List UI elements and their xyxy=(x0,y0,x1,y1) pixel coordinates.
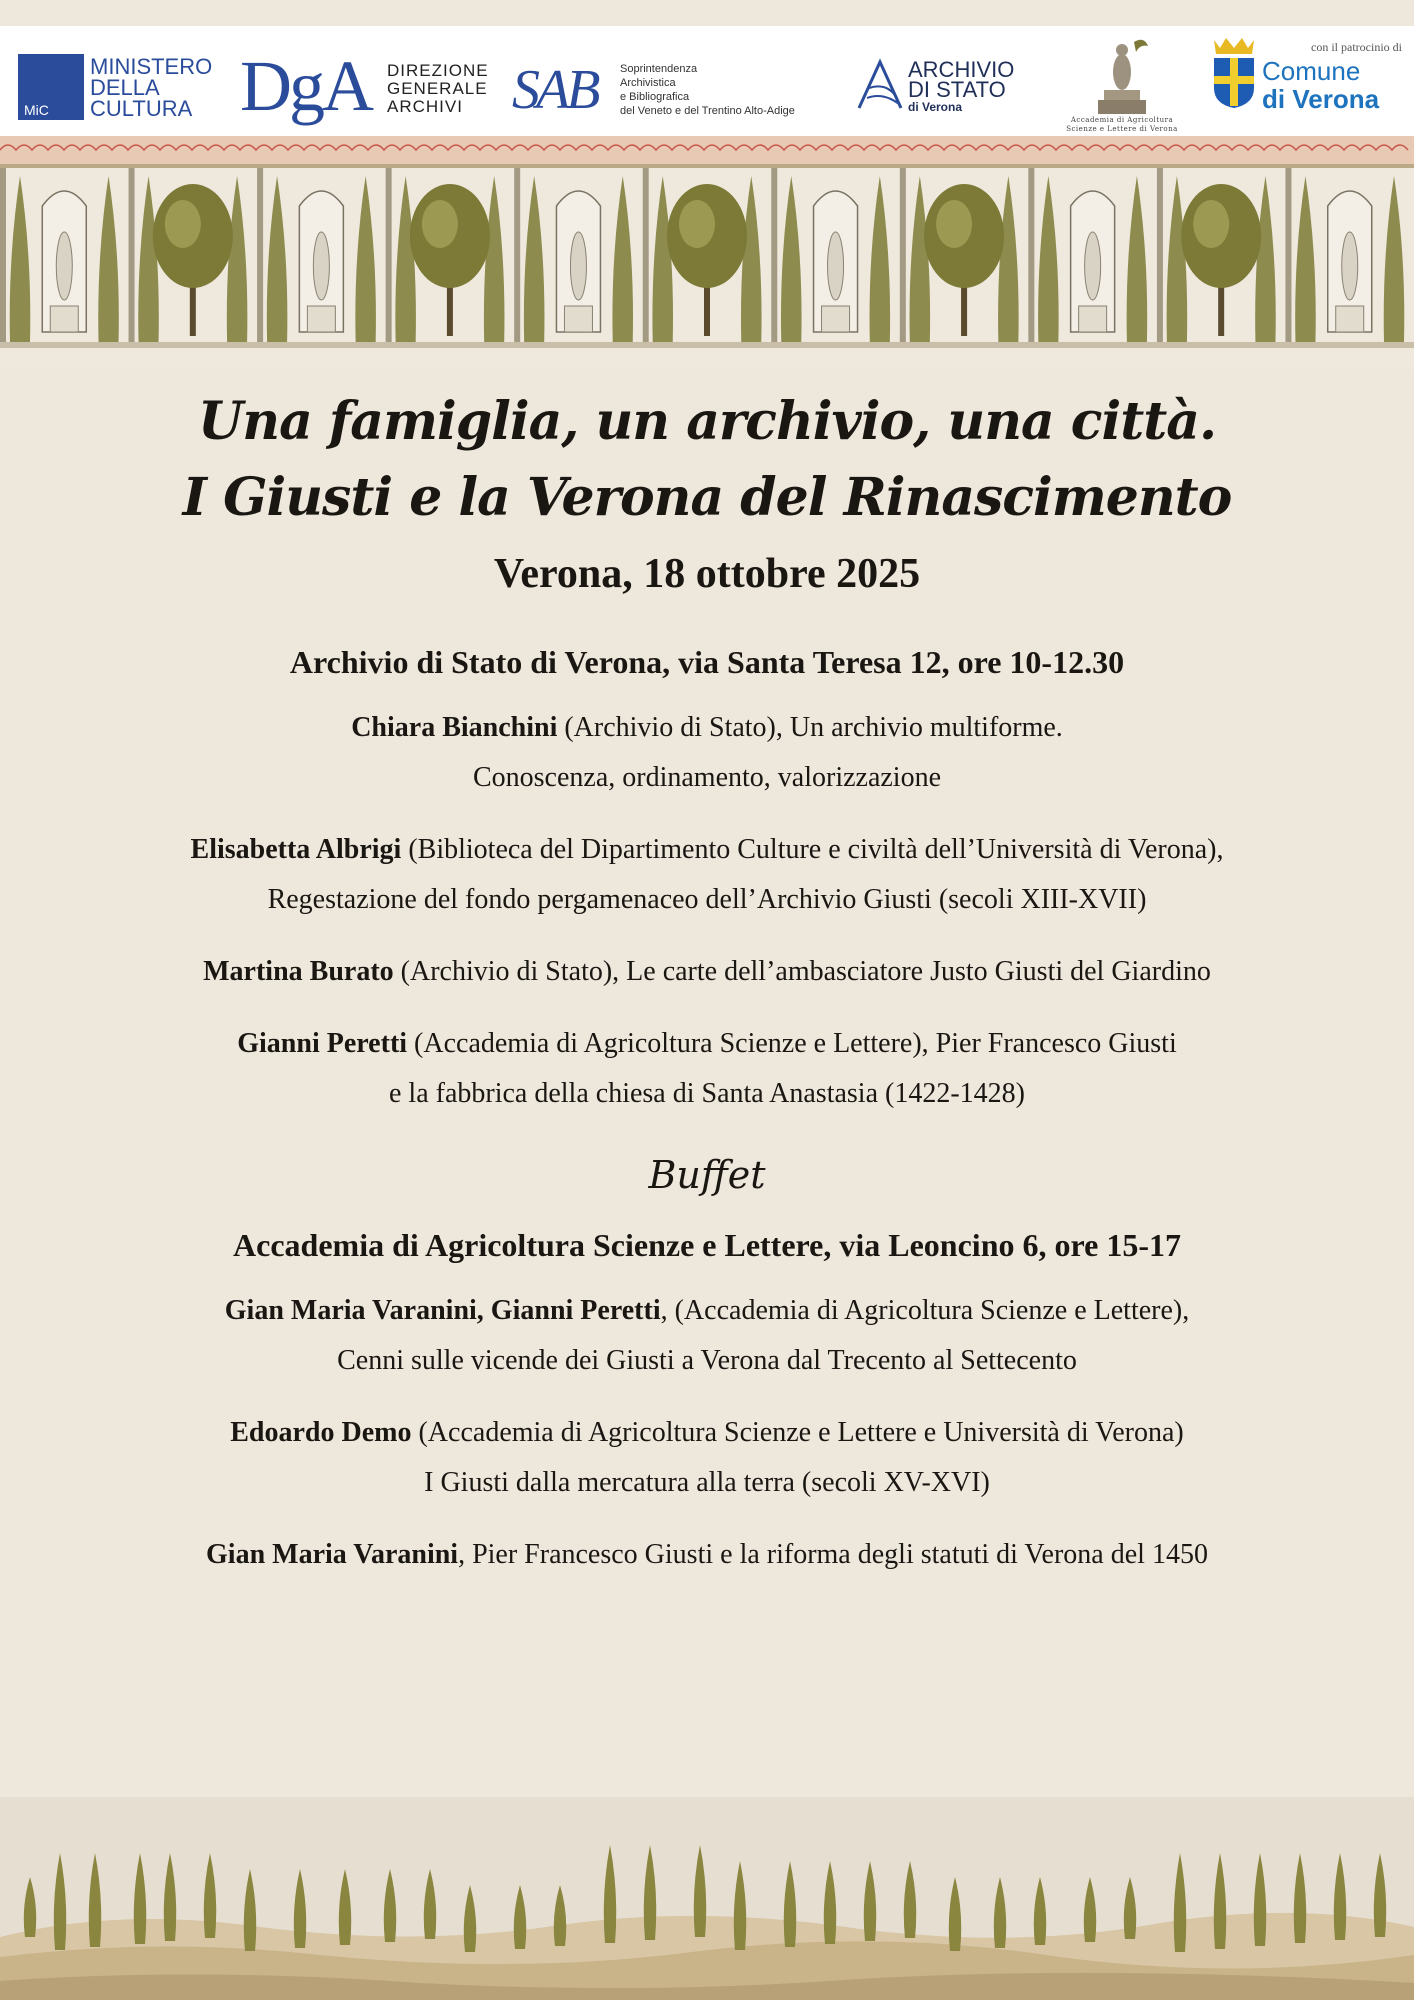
event-title-line1: Una famiglia, un archivio, una città. xyxy=(197,391,1217,452)
archivio-stato-wordmark: ARCHIVIO DI STATO di Verona xyxy=(908,57,1015,114)
afternoon-talk: Gian Maria Varanini, Pier Francesco Giusti e la riforma degli statuti di Verona del 1450 xyxy=(206,1539,1208,1570)
speaker-name: Gianni Peretti xyxy=(237,1028,408,1059)
afternoon-talk: Edoardo Demo (Accademia di Agricoltura Scienze e Lettere e Università di Verona) I Giusti dalla mercatura alla terra (secoli XV-XVI) xyxy=(230,1417,1184,1498)
mic-abbr: MiC xyxy=(24,102,49,118)
garden-illustration-banner xyxy=(0,136,1414,370)
mic-wordmark: MINISTERO DELLA CULTURA xyxy=(90,54,213,121)
morning-talk: Gianni Peretti (Accademia di Agricoltura Scienze e Lettere), Pier Francesco Giusti e la fabbrica della chiesa di Santa Anastasia (1422-1428) xyxy=(237,1028,1177,1109)
dga-logo[interactable]: DgA xyxy=(240,46,371,126)
event-date: Verona, 18 ottobre 2025 xyxy=(493,551,921,597)
morning-talk: Chiara Bianchini (Archivio di Stato), Un archivio multiforme. Conoscenza, ordinamento, valorizzazione xyxy=(351,712,1063,793)
morning-talk: Martina Burato (Archivio di Stato), Le carte dell’ambasciatore Justo Giusti del Giardino xyxy=(203,956,1211,987)
morning-talk: Elisabetta Albrigi (Biblioteca del Dipartimento Culture e civiltà dell’Università di Verona), Regestazione del fondo pergamenaceo dell’Archivio Giusti (secoli XIII-XVII) xyxy=(190,834,1224,915)
sab-wordmark: Soprintendenza Archivistica e Bibliografica del Veneto e del Trentino Alto-Adige xyxy=(620,63,795,117)
speaker-name: Chiara Bianchini xyxy=(351,712,558,743)
speaker-name: Martina Burato xyxy=(203,956,394,987)
speaker-name: Edoardo Demo xyxy=(230,1417,412,1448)
dga-wordmark: DIREZIONE GENERALE ARCHIVI xyxy=(387,61,489,116)
afternoon-talk: Gian Maria Varanini, Gianni Peretti, (Accademia di Agricoltura Scienze e Lettere), Cenni sulle vicende dei Giusti a Verona dal Trecento al Settecento xyxy=(224,1295,1190,1376)
comune-verona-crest-icon[interactable] xyxy=(1210,36,1258,110)
speaker-name: Gian Maria Varanini, Gianni Peretti xyxy=(224,1295,661,1326)
program-content xyxy=(0,384,1414,1580)
afternoon-session-heading: Accademia di Agricoltura Scienze e Lettere, via Leoncino 6, ore 15-17 xyxy=(233,1227,1181,1263)
morning-session-heading: Archivio di Stato di Verona, via Santa Teresa 12, ore 10-12.30 xyxy=(289,644,1125,680)
archivio-stato-icon[interactable] xyxy=(857,58,903,112)
mic-emblem-icon xyxy=(18,54,84,120)
event-title-line2: I Giusti e la Verona del Rinascimento xyxy=(182,467,1232,528)
cypress-hills-illustration xyxy=(0,1797,1414,2000)
comune-verona-wordmark: con il patrocinio di Comune di Verona xyxy=(1262,40,1402,114)
accademia-statue-icon[interactable] xyxy=(1084,32,1160,118)
sab-logo[interactable]: SAB xyxy=(512,59,597,121)
speaker-name: Elisabetta Albrigi xyxy=(190,834,402,865)
patrocinio-label: con il patrocinio di xyxy=(1311,40,1402,54)
speaker-name: Gian Maria Varanini xyxy=(206,1539,459,1570)
buffet-label: Buffet xyxy=(648,1153,766,1197)
accademia-wordmark: Accademia di Agricoltura Scienze e Lettere di Verona xyxy=(1066,116,1178,133)
logo-bar xyxy=(0,26,1414,136)
